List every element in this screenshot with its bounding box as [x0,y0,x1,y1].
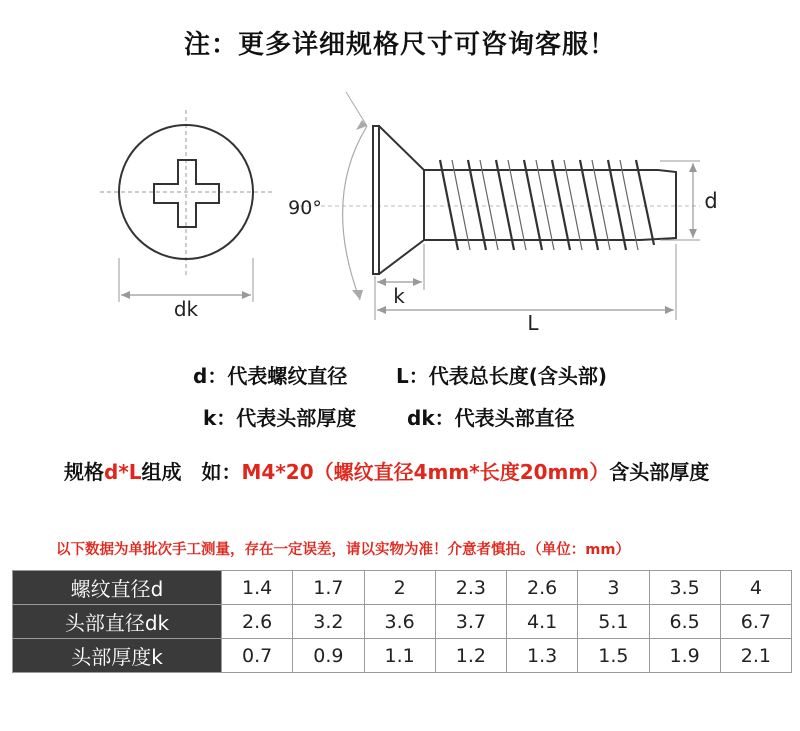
table-row [13,571,792,605]
table-cell: 1.4 [222,571,293,605]
table-cell: 1.5 [578,639,649,673]
table-cell: 3.5 [649,571,720,605]
screw-side-view [300,126,700,274]
table-cell: 1.1 [364,639,435,673]
table-cell: 1.2 [435,639,506,673]
legend-d: d：代表螺纹直径 [193,364,348,388]
head-top-view [100,110,275,278]
table-cell: 4 [720,571,791,605]
table-cell: 0.7 [222,639,293,673]
notice-title: 注：更多详细规格尺寸可咨询客服！ [183,30,616,60]
spec-middle: 组成 如： [141,460,242,484]
table-cell: 4.1 [507,605,578,639]
legend-L: L：代表总长度(含头部) [396,364,608,388]
table-cell: 5.1 [578,605,649,639]
table-cell: 1.3 [507,639,578,673]
table-cell: 0.9 [293,639,364,673]
legend-k: k：代表头部厚度 [203,406,357,430]
table-cell: 1.9 [649,639,720,673]
table-cell: 6.5 [649,605,720,639]
table-cell: 3.2 [293,605,364,639]
dk-label: dk [173,297,199,321]
row-header: 螺纹直径d [13,571,222,605]
angle-label: 90° [288,197,322,219]
spec-dl: d*L [104,460,142,484]
table-cell: 3.6 [364,605,435,639]
d-dimension [660,161,700,240]
row-header: 头部厚度k [13,639,222,673]
table-cell: 2.1 [720,639,791,673]
disclaimer: 以下数据为单批次手工测量，存在一定误差，请以实物为准！介意者慎拍。（单位：mm） [56,542,630,558]
k-label: k [393,284,405,308]
screw-diagram [0,0,800,350]
table-cell: 2.3 [435,571,506,605]
table-cell: 1.7 [293,571,364,605]
spec-line [64,456,709,485]
table-cell: 3 [578,571,649,605]
spec-prefix: 规格 [64,460,104,484]
row-header: 头部直径dk [13,605,222,639]
table-cell: 6.7 [720,605,791,639]
spec-example: M4*20（螺纹直径4mm*长度20mm） [241,460,610,484]
legend-dk: dk：代表头部直径 [407,406,575,430]
angle-arc [343,92,367,300]
table-row [13,605,792,639]
table-row [13,639,792,673]
table-cell: 2.6 [222,605,293,639]
d-label: d [704,189,718,213]
L-label: L [527,311,539,335]
spec-suffix: 含头部厚度 [609,460,710,484]
table-cell: 2 [364,571,435,605]
table-cell: 3.7 [435,605,506,639]
table-cell: 2.6 [507,571,578,605]
dimension-table [12,570,792,673]
